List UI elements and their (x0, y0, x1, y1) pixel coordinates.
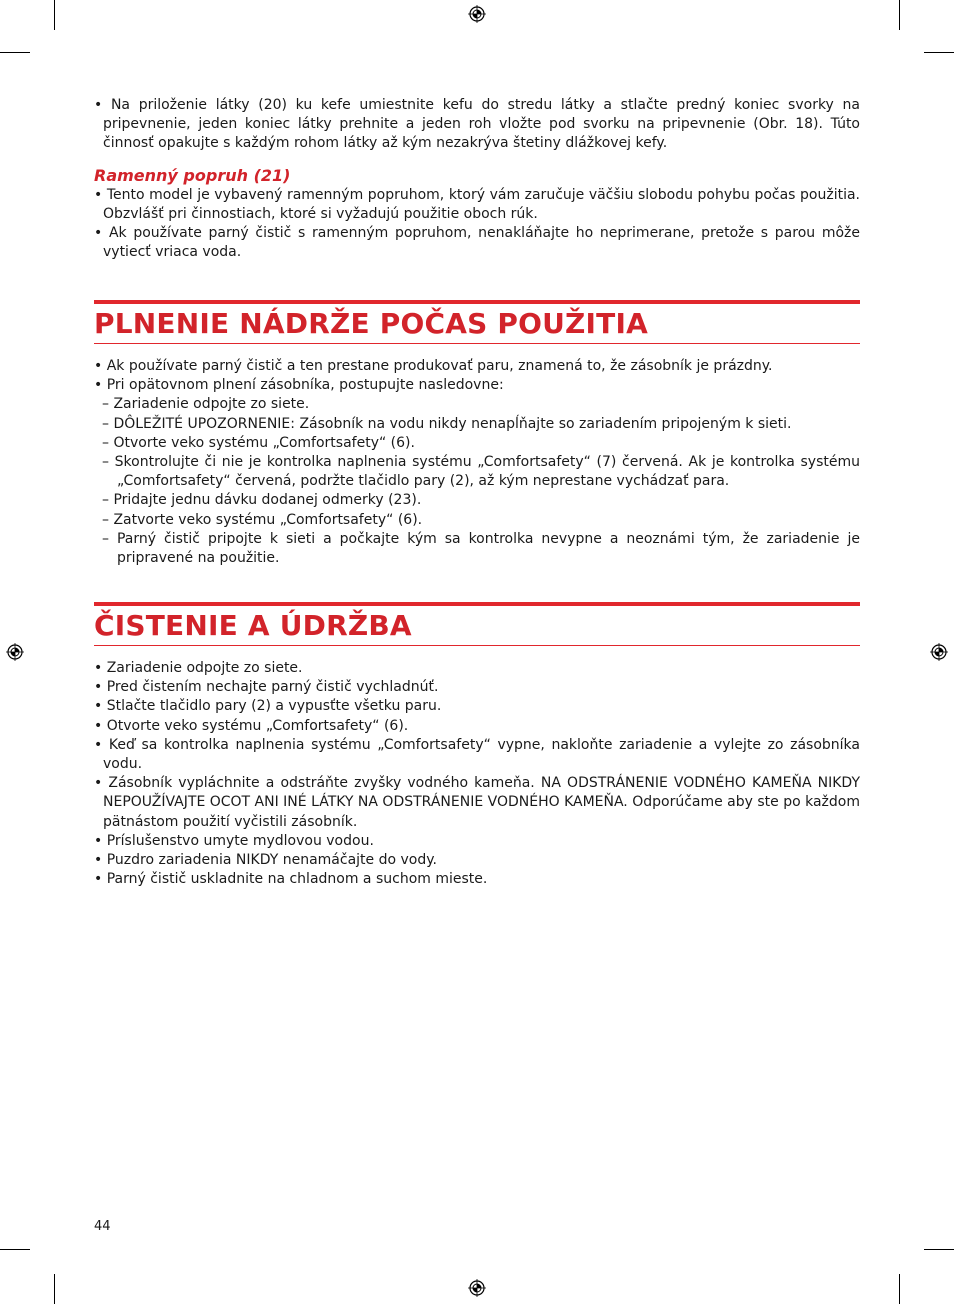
list-item-text: Pred čistením nechajte parný čistič vychladnúť. (106, 679, 439, 696)
crop-mark (899, 1274, 900, 1304)
step-text: Pridajte jednu dávku dodanej odmerky (23). (113, 492, 422, 509)
list-item: • Ak používate parný čistič s ramenným popruhom, nenakláňajte ho neprimerane, pretože s parou môže vytiecť vriaca voda. (94, 225, 860, 261)
intro-block (94, 96, 860, 262)
list-item: • Zásobník vypláchnite a odstráňte zvyšky vodného kameňa. NA ODSTRÁNENIE VODNÉHO KAMEŇA NIKDY NEPOUŽÍVAJTE OCOT ANI INÉ LÁTKY NA ODSTRÁNENIE VODNÉHO KAMEŇA. Odporúčame aby ste po každom pätnástom použití vyčistili zásobník. (94, 775, 860, 830)
list-item-text: Puzdro zariadenia NIKDY nenamáčajte do vody. (106, 852, 437, 869)
crop-mark (54, 0, 55, 30)
list-item-text: Zásobník vypláchnite a odstráňte zvyšky vodného kameňa. NA ODSTRÁNENIE VODNÉHO KAMEŇA NIKDY NEPOUŽÍVAJTE OCOT ANI INÉ LÁTKY NA ODSTRÁNENIE VODNÉHO KAMEŇA. Odporúčame aby ste po každom pätnástom použití vyčistili zásobník. (103, 775, 860, 830)
list-item: • Pred čistením nechajte parný čistič vychladnúť. (94, 679, 439, 696)
step-item: – Otvorte veko systému „Comfortsafety“ (6). (102, 434, 415, 451)
page-number: 44 (94, 1219, 111, 1234)
section-title: ČISTENIE A ÚDRŽBA (94, 609, 412, 642)
step-text: Zariadenie odpojte zo siete. (113, 396, 310, 413)
section-rule (94, 343, 860, 344)
list-item: • Príslušenstvo umyte mydlovou vodou. (94, 832, 374, 849)
step-item: – Zariadenie odpojte zo siete. (102, 396, 310, 413)
registration-mark-icon (6, 643, 24, 661)
crop-mark (899, 0, 900, 30)
step-item: – Skontrolujte či nie je kontrolka naplnenia systému „Comfortsafety“ (7) červená. Ak je kontrolka systému „Comfortsafety“ červená, podržte tlačidlo pary (2), až kým neprestane vychádzať para. (102, 454, 860, 490)
subheading: Ramenný popruh (21) (94, 165, 291, 185)
crop-mark (0, 1249, 30, 1250)
crop-mark (0, 52, 30, 53)
list-item: • Keď sa kontrolka naplnenia systému „Comfortsafety“ vypne, nakloňte zariadenie a vylejte zo zásobníka vodu. (94, 736, 860, 773)
step-item: – Pridajte jednu dávku dodanej odmerky (23). (102, 492, 422, 509)
list-item-text: Na priloženie látky (20) ku kefe umiestnite kefu do stredu látky a stlačte predný koniec svorky na pripevnenie, jeden koniec látky prehnite a jeden roh vložte pod svorku na pripevnenie (Obr. 18). Túto činnosť opakujte s každým rohom látky až kým nezakrýva štetiny dlážkovej kefy. (103, 97, 860, 152)
section-body (94, 659, 860, 889)
step-item: – DÔLEŽITÉ UPOZORNENIE: Zásobník na vodu nikdy nenapĺňajte so zariadením pripojeným k sieti. (102, 415, 792, 432)
list-item: • Otvorte veko systému „Comfortsafety“ (6). (94, 717, 409, 734)
step-text: Parný čistič pripojte k sieti a počkajte kým sa kontrolka nevypne a neoznámi tým, že zariadenie je pripravené na použitie. (116, 530, 861, 567)
list-item: • Puzdro zariadenia NIKDY nenamáčajte do vody. (94, 852, 437, 869)
registration-mark-icon (468, 1279, 486, 1297)
list-item-text: Tento model je vybavený ramenným popruhom, ktorý vám zaručuje väčšiu slobodu pohybu počas použitia. Obzvlášť pri činnostiach, ktoré si vyžadujú použitie oboch rúk. (103, 186, 860, 222)
section-rule (94, 645, 860, 646)
list-item: • Na priloženie látky (20) ku kefe umiestnite kefu do stredu látky a stlačte predný koniec svorky na pripevnenie, jeden koniec látky prehnite a jeden roh vložte pod svorku na pripevnenie (Obr. 18). Túto činnosť opakujte s každým rohom látky až kým nezakrýva štetiny dlážkovej kefy. (94, 97, 860, 152)
list-item: • Ak používate parný čistič a ten prestane produkovať paru, znamená to, že zásobník je prázdny. (94, 358, 773, 374)
section-header (94, 602, 860, 646)
step-text: Zatvorte veko systému „Comfortsafety“ (6). (113, 511, 423, 528)
list-item-text: Stlačte tlačidlo pary (2) a vypusťte všetku paru. (106, 698, 442, 715)
crop-mark (924, 52, 954, 53)
crop-mark (924, 1249, 954, 1250)
list-item-text: Pri opätovnom plnení zásobníka, postupujte nasledovne: (106, 377, 504, 394)
list-item-text: Príslušenstvo umyte mydlovou vodou. (106, 832, 374, 849)
section-body (94, 357, 860, 568)
list-item: • Tento model je vybavený ramenným popruhom, ktorý vám zaručuje väčšiu slobodu pohybu počas použitia. Obzvlášť pri činnostiach, ktoré si vyžadujú použitie oboch rúk. (94, 186, 860, 222)
list-item: • Pri opätovnom plnení zásobníka, postupujte nasledovne: (94, 377, 504, 394)
list-item-text: Ak používate parný čistič a ten prestane produkovať paru, znamená to, že zásobník je prázdny. (106, 358, 773, 374)
list-item-text: Parný čistič uskladnite na chladnom a suchom mieste. (106, 871, 488, 888)
list-item-text: Ak používate parný čistič s ramenným popruhom, nenakláňajte ho neprimerane, pretože s parou môže vytiecť vriaca voda. (103, 225, 860, 261)
step-text: DÔLEŽITÉ UPOZORNENIE: Zásobník na vodu nikdy nenapĺňajte so zariadením pripojeným k sieti. (113, 415, 792, 432)
registration-mark-icon (468, 5, 486, 23)
step-text: Otvorte veko systému „Comfortsafety“ (6). (113, 434, 415, 451)
list-item: • Parný čistič uskladnite na chladnom a suchom mieste. (94, 871, 488, 888)
list-item-text: Zariadenie odpojte zo siete. (106, 660, 303, 676)
crop-mark (54, 1274, 55, 1304)
step-text: Skontrolujte či nie je kontrolka naplnenia systému „Comfortsafety“ (7) červená. Ak je kontrolka systému „Comfortsafety“ červená, podržte tlačidlo pary (2), až kým neprestane vychádzať para. (114, 454, 860, 490)
list-item: • Zariadenie odpojte zo siete. (94, 660, 303, 676)
list-item-text: Keď sa kontrolka naplnenia systému „Comfortsafety“ vypne, nakloňte zariadenie a vylejte zo zásobníka vodu. (103, 736, 860, 773)
registration-mark-icon (930, 643, 948, 661)
step-item: – Parný čistič pripojte k sieti a počkajte kým sa kontrolka nevypne a neoznámi tým, že zariadenie je pripravené na použitie. (102, 530, 861, 567)
step-item: – Zatvorte veko systému „Comfortsafety“ (6). (102, 511, 423, 528)
section-title: PLNENIE NÁDRŽE POČAS POUŽITIA (94, 307, 648, 340)
list-item-text: Otvorte veko systému „Comfortsafety“ (6). (106, 717, 409, 734)
list-item: • Stlačte tlačidlo pary (2) a vypusťte všetku paru. (94, 698, 442, 715)
section-header (94, 300, 860, 344)
